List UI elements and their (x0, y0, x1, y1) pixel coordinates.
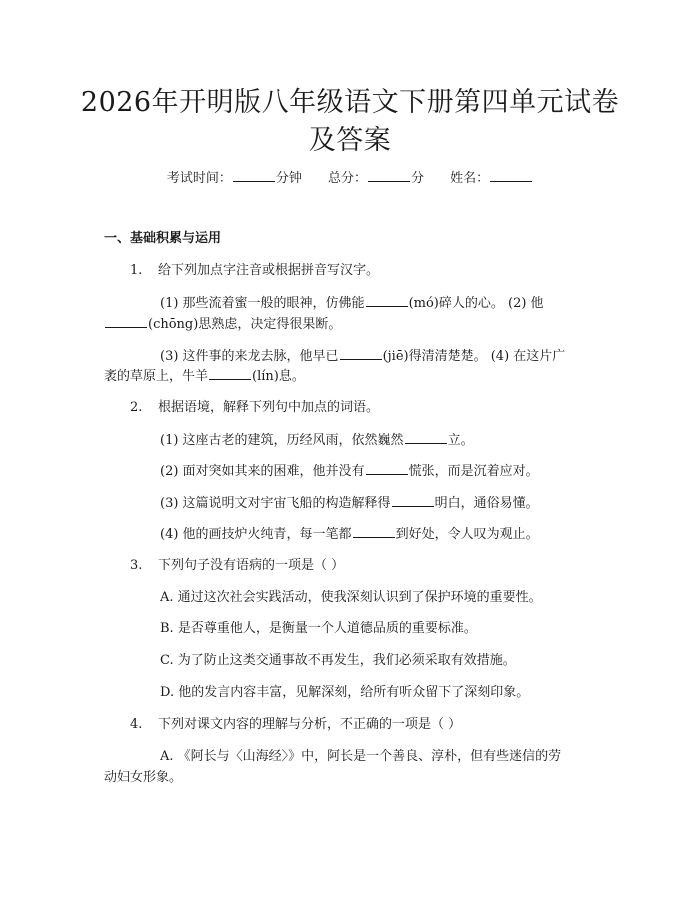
q1-item-text: (mó)碎人的心。 (2) 他 (408, 296, 544, 311)
q2-item-text: 明白，通俗易懂。 (434, 496, 539, 511)
q2-item-1 (160, 431, 474, 450)
q2-item-text: (4) 他的画技炉火纯青，每一笔都 (160, 527, 352, 542)
q1-item-text: 袤的草原上，牛羊 (104, 369, 209, 384)
score-label: 总分： (327, 171, 367, 186)
q2-item-text: (1) 这座古老的建筑，历经风雨，依然巍然 (160, 433, 404, 448)
q1-item-line-2 (104, 315, 341, 334)
option-c[interactable]: C. 为了防止这类交通事故不再发生，我们必须采取有效措施。 (160, 653, 516, 668)
q2-item-text: (3) 这篇说明文对宇宙飞船的构造解释得 (160, 496, 391, 511)
answer-blank[interactable] (340, 347, 382, 360)
q1-item-line-3 (160, 347, 565, 366)
answer-blank[interactable] (209, 367, 251, 380)
answer-blank[interactable] (105, 315, 147, 328)
question-text: 给下列加点字注音或根据拼音写汉字。 (158, 263, 380, 278)
page-title (70, 84, 630, 160)
q2-item-text: 到好处，令人叹为观止。 (395, 527, 539, 542)
question-2-prompt (130, 399, 379, 417)
q1-item-text: (jiē)得清清楚楚。 (4) 在这片广 (382, 349, 566, 364)
answer-blank[interactable] (353, 525, 395, 538)
q2-item-text: 立。 (447, 433, 474, 448)
score-blank[interactable] (368, 169, 410, 182)
option-b[interactable]: B. 是否尊重他人，是衡量一个人道德品质的重要标准。 (160, 621, 477, 636)
score-unit: 分 (411, 171, 425, 186)
exam-info-row (0, 169, 700, 188)
question-number: 2. (130, 400, 143, 415)
q4-option-a-line-1[interactable]: A. 《阿长与〈山海经〉》中，阿长是一个善良、淳朴，但有些迷信的劳 (160, 749, 562, 764)
time-label: 考试时间： (166, 171, 232, 186)
answer-blank[interactable] (405, 431, 447, 444)
section-heading-basics: 一、基础积累与运用 (104, 231, 222, 246)
option-a[interactable]: A. 通过这次社会实践活动，使我深刻认识到了保护环境的重要性。 (160, 590, 542, 605)
title-line-2: 及答案 (308, 125, 392, 156)
time-unit: 分钟 (275, 171, 302, 186)
answer-blank[interactable] (392, 494, 434, 507)
answer-blank[interactable] (366, 462, 408, 475)
question-text: 下列对课文内容的理解与分析，不正确的一项是（ ） (158, 717, 462, 732)
option-d[interactable]: D. 他的发言内容丰富，见解深刻，给所有听众留下了深刻印象。 (160, 685, 530, 700)
name-blank[interactable] (490, 169, 532, 182)
name-label: 姓名： (450, 171, 490, 186)
question-4-prompt (130, 716, 461, 734)
q2-item-text: (2) 面对突如其来的困难，他并没有 (160, 464, 365, 479)
q2-item-3 (160, 494, 539, 513)
question-1-prompt (130, 262, 379, 280)
question-3-prompt (130, 557, 344, 575)
q1-item-line-1 (160, 294, 544, 313)
q4-option-a-line-2[interactable]: 动妇女形象。 (104, 770, 183, 785)
question-number: 3. (130, 558, 143, 573)
q1-item-line-4 (104, 367, 305, 386)
q1-item-text: (3) 这件事的来龙去脉，他早已 (160, 349, 339, 364)
question-number: 1. (130, 263, 143, 278)
time-blank[interactable] (233, 169, 275, 182)
q1-item-text: (chōng)思熟虑，决定得很果断。 (148, 317, 342, 332)
q2-item-4 (160, 525, 539, 544)
q1-item-text: (lín)息。 (252, 369, 305, 384)
answer-blank[interactable] (366, 294, 408, 307)
q2-item-2 (160, 462, 539, 481)
q2-item-text: 慌张，而是沉着应对。 (408, 464, 539, 479)
question-text: 根据语境，解释下列句中加点的词语。 (158, 400, 380, 415)
q1-item-text: (1) 那些流着蜜一般的眼神，仿佛能 (160, 296, 365, 311)
question-text: 下列句子没有语病的一项是（ ） (158, 558, 345, 573)
question-number: 4. (130, 717, 143, 732)
title-line-1: 2026年开明版八年级语文下册第四单元试卷 (80, 87, 620, 118)
